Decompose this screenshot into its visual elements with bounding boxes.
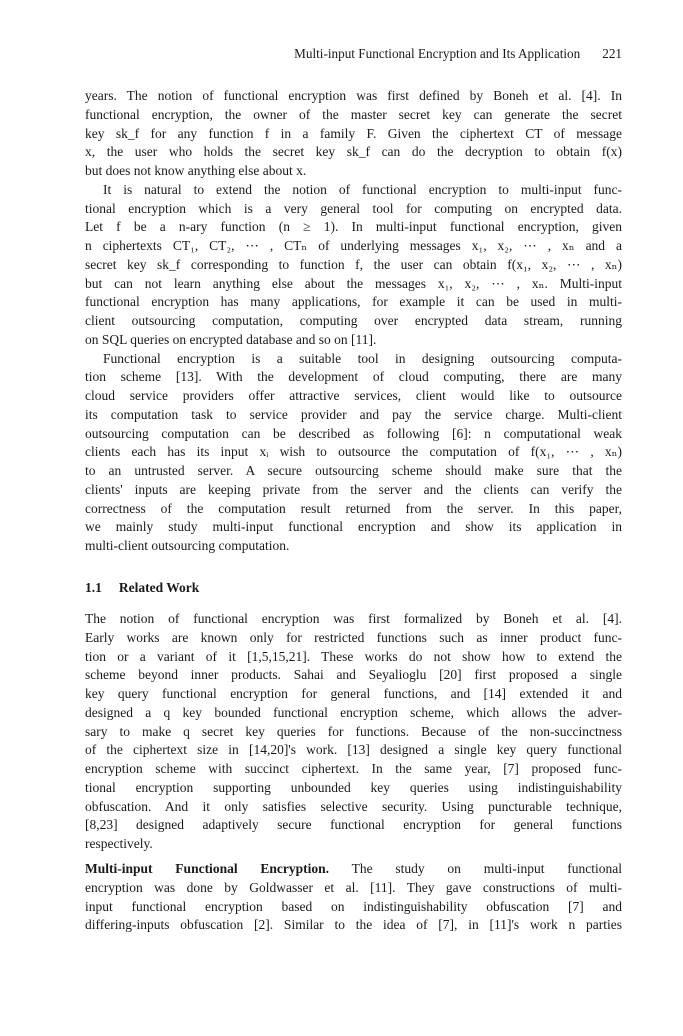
section-number: 1.1 bbox=[85, 580, 102, 595]
line: of the ciphertext size in [14,20]'s work. [13] designed a single key query functional bbox=[85, 742, 622, 758]
line: tional encryption which is a very general tool for computing on encrypted data. bbox=[85, 200, 622, 216]
line: clients' inputs are keeping private from the server and the clients can verify the bbox=[85, 481, 622, 497]
line: years. The notion of functional encryption was first defined by Boneh et al. [4]. In bbox=[85, 88, 622, 103]
section-title: Related Work bbox=[118, 580, 200, 595]
paragraph-5 bbox=[85, 860, 622, 935]
running-title: Multi-input Functional Encryption and Its Application bbox=[294, 46, 581, 61]
line: Functional encryption is a suitable tool in designing outsourcing computa- bbox=[103, 350, 622, 366]
line: x, the user who holds the secret key sk_f can do the decryption to obtain f(x) bbox=[85, 144, 622, 160]
line: input functional encryption based on indistinguishability obfuscation [7] and bbox=[85, 898, 622, 914]
line: to an untrusted server. A secure outsourcing scheme should make sure that the bbox=[85, 463, 622, 478]
line: tion or a variant of it [1,5,15,21]. These works do not show how to extend the bbox=[85, 648, 622, 664]
line: encryption scheme with succinct ciphertext. In the same year, [7] proposed func- bbox=[85, 761, 622, 776]
section-heading bbox=[85, 580, 199, 596]
line: The notion of functional encryption was first formalized by Boneh et al. [4]. bbox=[85, 611, 622, 626]
line: secret key sk_f corresponding to function f, the user can obtain f(x₁, x₂, ⋯ , xₙ) bbox=[85, 256, 622, 272]
line: key query functional encryption for general functions, and [14] extended it and bbox=[85, 686, 622, 701]
line: multi-client outsourcing computation. bbox=[85, 538, 290, 553]
line: on SQL queries on encrypted database and so on [11]. bbox=[85, 331, 377, 347]
line: encryption was done by Goldwasser et al. [11]. They gave constructions of multi- bbox=[85, 879, 622, 895]
line: [8,23] designed adaptively secure functional encryption for general functions bbox=[85, 817, 622, 833]
running-head bbox=[294, 46, 622, 62]
line: outsourcing computation can be described as following [6]: n computational weak bbox=[85, 425, 622, 441]
line: clients each has its input xᵢ wish to outsource the computation of f(x₁, ⋯ , xₙ) bbox=[85, 444, 622, 460]
page-number: 221 bbox=[602, 46, 622, 61]
line: Early works are known only for restricted functions such as inner product func- bbox=[85, 629, 622, 645]
line: n ciphertexts CT₁, CT₂, ⋯ , CTₙ of underlying messages x₁, x₂, ⋯ , xₙ and a bbox=[85, 238, 622, 253]
line: we mainly study multi-input functional encryption and show its application in bbox=[85, 519, 622, 535]
related-work-text bbox=[85, 610, 622, 854]
line: respectively. bbox=[85, 836, 153, 851]
line: functional encryption, the owner of the master secret key can generate the secret bbox=[85, 106, 622, 122]
line: cloud service providers offer attractive services, client would like to outsource bbox=[85, 388, 622, 403]
body-text bbox=[85, 87, 622, 556]
line: scheme beyond inner products. Sahai and Seyalioglu [20] first proposed a single bbox=[85, 667, 622, 683]
line-first bbox=[85, 860, 622, 879]
line: designed a q key bounded functional encryption scheme, which allows the adver- bbox=[85, 704, 622, 720]
runin-heading: Multi-input Functional Encryption. bbox=[85, 861, 330, 876]
line: key sk_f for any function f in a family F. Given the ciphertext CT of message bbox=[85, 125, 622, 141]
paragraph-3 bbox=[85, 350, 622, 556]
line: obfuscation. And it only satisfies selective security. Using puncturable technique, bbox=[85, 798, 622, 814]
line: sary to make q secret key queries for functions. Because of the non-succinctness bbox=[85, 723, 622, 739]
line: but does not know anything else about x. bbox=[85, 163, 307, 178]
line: tion scheme [13]. With the development of cloud computing, there are many bbox=[85, 369, 622, 385]
line: functional encryption has many applications, for example it can be used in multi- bbox=[85, 294, 622, 310]
line: Let f be a n-ary function (n ≥ 1). In multi-input functional encryption, given bbox=[85, 219, 622, 235]
line: differing-inputs obfuscation [2]. Similar to the idea of [7], in [11]'s work n parties bbox=[85, 917, 622, 933]
paragraph-4 bbox=[85, 610, 622, 854]
paragraph-1 bbox=[85, 87, 622, 181]
line: tional encryption supporting unbounded key queries using indistinguishability bbox=[85, 779, 622, 795]
line: its computation task to service provider and pay the service charge. Multi-client bbox=[85, 406, 622, 422]
line: but can not learn anything else about the messages x₁, x₂, ⋯ , xₙ. Multi-input bbox=[85, 275, 622, 291]
line: correctness of the computation result returned from the server. In this paper, bbox=[85, 500, 622, 516]
line: It is natural to extend the notion of functional encryption to multi-input func- bbox=[103, 181, 622, 197]
line-rest: The study on multi-input functional bbox=[329, 861, 622, 876]
line: client outsourcing computation, computing over encrypted data stream, running bbox=[85, 313, 622, 328]
mife-text bbox=[85, 860, 622, 935]
paragraph-2 bbox=[85, 181, 622, 350]
